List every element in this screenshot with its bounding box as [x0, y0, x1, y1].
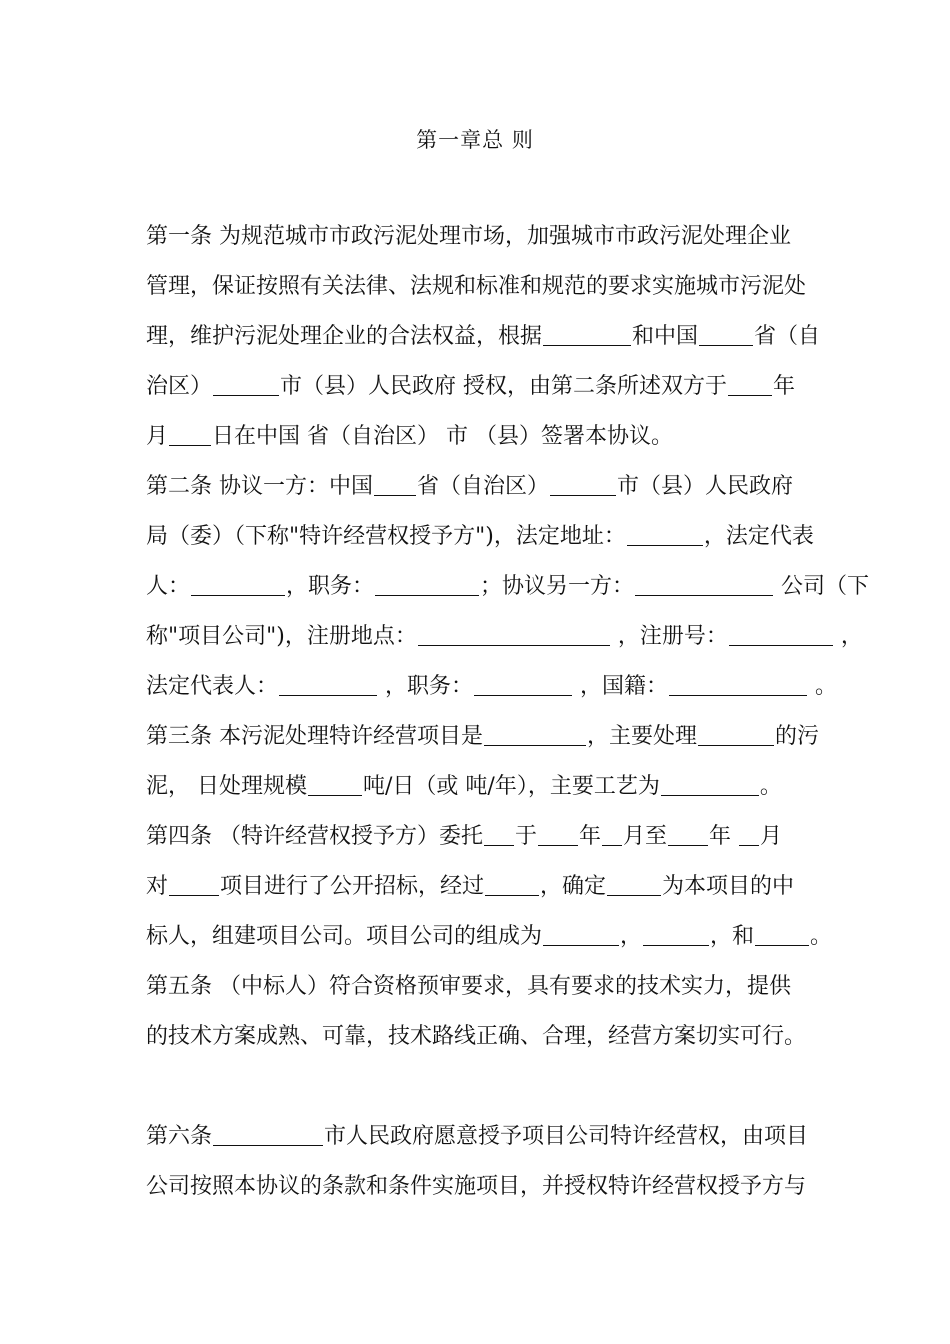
- blank-field[interactable]: [661, 773, 759, 796]
- blank-field[interactable]: [728, 373, 772, 396]
- blank-field[interactable]: [484, 823, 514, 846]
- text-line: 标人，组建项目公司。项目公司的组成为 ， ，和 。: [146, 924, 833, 949]
- chapter-title: 第一章总 则: [416, 128, 534, 152]
- blank-field[interactable]: [543, 323, 631, 346]
- text-line: 局（委）（下称"特许经营权授予方")，法定地址： ，法定代表: [146, 524, 814, 549]
- blank-field[interactable]: [308, 773, 362, 796]
- blank-field[interactable]: [627, 523, 703, 546]
- blank-field[interactable]: [699, 323, 753, 346]
- line-text: 公司按照本协议的条款和条件实施项目，并授权特许经营权授予方与: [146, 1174, 807, 1199]
- blank-field[interactable]: [169, 423, 211, 446]
- blank-field[interactable]: [375, 573, 479, 596]
- text-line: [146, 272, 806, 302]
- text-line: 第三条 本污泥处理特许经营项目是 ，主要处理 的污: [146, 724, 820, 749]
- blank-field[interactable]: [669, 673, 807, 696]
- blank-field[interactable]: [755, 923, 809, 946]
- text-line: [146, 972, 806, 1002]
- blank-field[interactable]: [543, 923, 619, 946]
- text-line: 月 日在中国 省（自治区） 市 （县）签署本协议。: [146, 424, 673, 449]
- blank-field[interactable]: [374, 473, 416, 496]
- blank-field[interactable]: [550, 473, 616, 496]
- line-text: 管理，保证按照有关法律、法规和标准和规范的要求实施城市污泥处: [146, 274, 807, 299]
- text-line: 第四条 （特许经营权授予方）委托 于 年 月至 年 月: [146, 824, 783, 849]
- blank-field[interactable]: [729, 623, 833, 646]
- text-line: 理，维护污泥处理企业的合法权益，根据 和中国 省（自: [146, 324, 821, 349]
- blank-field[interactable]: [635, 573, 773, 596]
- text-line: 治区） 市（县）人民政府 授权，由第二条所述双方于 年: [146, 374, 796, 399]
- blank-field[interactable]: [484, 723, 586, 746]
- blank-field[interactable]: [485, 873, 539, 896]
- blank-field[interactable]: [698, 723, 774, 746]
- text-line: [146, 222, 806, 252]
- text-line: 人： ，职务： ；协议另一方： 公司（下: [146, 574, 870, 599]
- line-text: 第五条 （中标人）符合资格预审要求，具有要求的技术实力，提供: [146, 974, 791, 999]
- text-line: 第六条 市人民政府愿意授予项目公司特许经营权，由项目: [146, 1124, 809, 1149]
- text-line: [146, 1172, 806, 1202]
- blank-field[interactable]: [602, 823, 622, 846]
- text-line: 对 项目进行了公开招标，经过 ，确定 为本项目的中: [146, 874, 795, 899]
- text-line: 第二条 协议一方：中国 省（自治区） 市（县）人民政府: [146, 474, 794, 499]
- blank-field[interactable]: [191, 573, 285, 596]
- blank-field[interactable]: [668, 823, 708, 846]
- blank-field[interactable]: [418, 623, 610, 646]
- text-line: 称"项目公司")，注册地点： ，注册号： ，: [146, 624, 863, 649]
- blank-field[interactable]: [607, 873, 661, 896]
- text-line: [146, 1022, 806, 1052]
- blank-field[interactable]: [279, 673, 377, 696]
- text-line: 泥， 日处理规模 吨/日（或 吨/年），主要工艺为 。: [146, 774, 782, 799]
- text-line: 法定代表人： ，职务： ，国籍： 。: [146, 674, 838, 699]
- blank-field[interactable]: [739, 823, 759, 846]
- line-text: 的技术方案成熟、可靠，技术路线正确、合理，经营方案切实可行。: [146, 1024, 807, 1049]
- blank-field[interactable]: [169, 873, 219, 896]
- blank-field[interactable]: [474, 673, 572, 696]
- blank-field[interactable]: [643, 923, 709, 946]
- line-text: 第一条 为规范城市市政污泥处理市场，加强城市市政污泥处理企业: [146, 224, 791, 249]
- blank-field[interactable]: [538, 823, 578, 846]
- blank-field[interactable]: [213, 373, 279, 396]
- blank-field[interactable]: [213, 1123, 323, 1146]
